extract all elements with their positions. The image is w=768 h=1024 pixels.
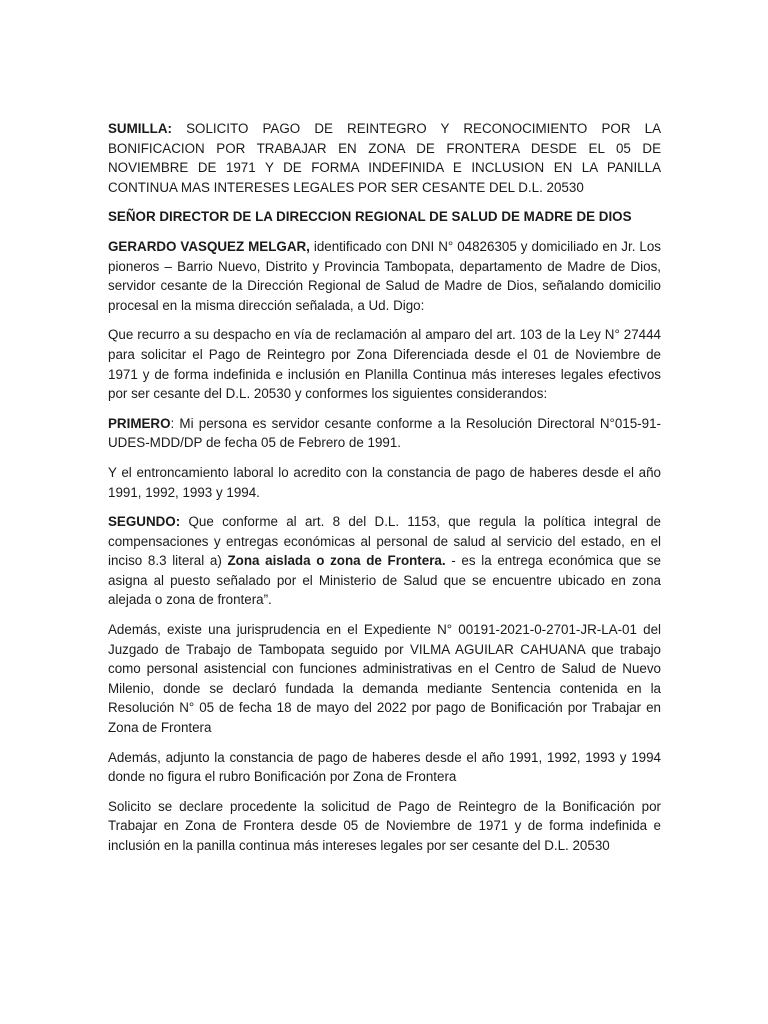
entroncamiento-paragraph: Y el entroncamiento laboral lo acredito con la constancia de pago de haberes desde el año 1991, 1992, 1993 y 1994. — [108, 464, 661, 500]
segundo-text-after: - es la entrega económica que se asigna al puesto señalado por el Ministerio de Salud que se encuentre ubicado en zona alejada o zona de frontera”. — [108, 553, 662, 608]
solicito-paragraph: Solicito se declare procedente la solicitud de Pago de Reintegro de la Bonificación por Trabajar en Zona de Frontera desde 05 de Noviembre de 1971 y de forma indefinida e inclusión en la panilla continua más intereses legales por ser cesante del D.L. 20530 — [108, 798, 661, 853]
document-page — [108, 119, 661, 866]
segundo-highlight: Zona aislada o zona de Frontera. — [227, 553, 446, 569]
primero-paragraph — [108, 414, 661, 453]
intro-paragraph — [108, 237, 661, 315]
segundo-paragraph — [108, 512, 661, 610]
addressee-heading: SEÑOR DIRECTOR DE LA DIRECCION REGIONAL DE SALUD DE MADRE DE DIOS — [108, 209, 632, 225]
applicant-name: GERARDO VASQUEZ MELGAR, — [108, 238, 310, 254]
segundo-label: SEGUNDO: — [108, 514, 181, 530]
segundo-text-before: Que conforme al art. 8 del D.L. 1153, que regula la política integral de compensaciones y entregas económicas al personal de salud al servicio del estado, en el inciso 8.3 literal a) — [108, 514, 661, 569]
jurisprudencia-paragraph: Además, existe una jurisprudencia en el Expediente N° 00191-2021-0-2701-JR-LA-01 del Juzgado de Trabajo de Tambopata seguido por VILMA AGUILAR CAHUANA que trabajo como personal asistencial con funciones administrativas en el Centro de Salud de Nuevo Milenio, donde se declaró fundada la demanda mediante Sentencia contenida en la Resolución N° 05 de fecha 18 de mayo del 2022 por pago de Bonificación por Trabajar en Zona de Frontera — [108, 622, 661, 736]
intro-text: identificado con DNI N° 04826305 y domiciliado en Jr. Los pioneros – Barrio Nuevo, Distrito y Provincia Tambopata, departamento de Madre de Dios, servidor cesante de la Dirección Regional de Salud de Madre de Dios, señalando domicilio procesal en la misma dirección señalada, a Ud. Digo: — [108, 238, 661, 313]
primero-label: PRIMERO — [108, 415, 171, 431]
adjunto-paragraph: Además, adjunto la constancia de pago de haberes desde el año 1991, 1992, 1993 y 1994 donde no figura el rubro Bonificación por Zona de Frontera — [108, 749, 661, 785]
request-paragraph: Que recurro a su despacho en vía de reclamación al amparo del art. 103 de la Ley N° 27444 para solicitar el Pago de Reintegro por Zona Diferenciada desde el 01 de Noviembre de 1971 y de forma indefinida e inclusión en Planilla Continua más intereses legales efectivos por ser cesante del D.L. 20530 y conformes los siguientes considerandos: — [108, 327, 661, 402]
sumilla-label: SUMILLA: — [108, 121, 172, 136]
sumilla-text: SOLICITO PAGO DE REINTEGRO Y RECONOCIMIENTO POR LA BONIFICACION POR TRABAJAR EN ZONA DE FRONTERA DESDE EL 05 DE NOVIEMBRE DE 1971 Y DE FORMA INDEFINIDA E INCLUSION EN LA PANILLA CONTINUA MAS INTERESES LEGALES POR SER CESANTE DEL D.L. 20530 — [108, 121, 661, 195]
primero-text: : Mi persona es servidor cesante conforme a la Resolución Directoral N°015-91-UDES-MDD/DP de fecha 05 de Febrero de 1991. — [108, 415, 661, 451]
sumilla-paragraph — [108, 119, 661, 197]
